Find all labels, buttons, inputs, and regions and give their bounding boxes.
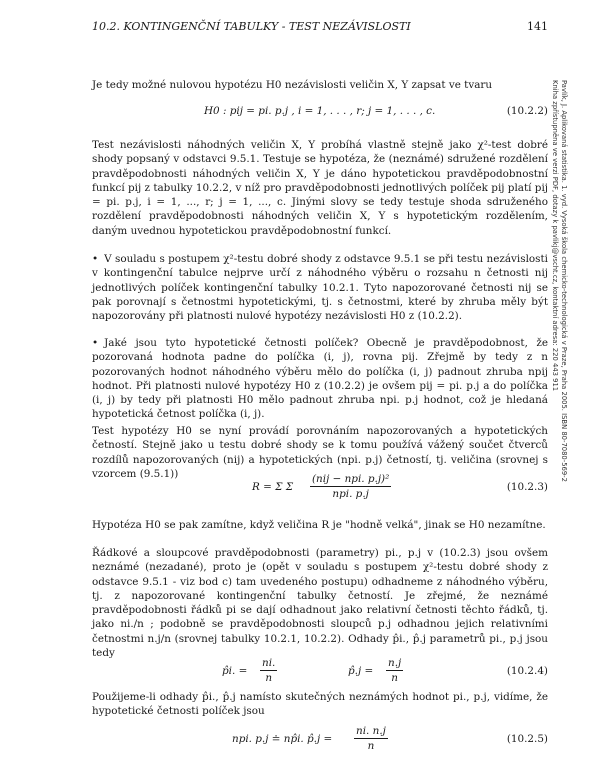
fraction-numerator: n.j bbox=[386, 656, 403, 671]
fraction-numerator: (nij − npi. p.j)² bbox=[310, 472, 391, 487]
equation-fraction bbox=[354, 724, 388, 754]
header-title: 10.2. KONTINGENČNÍ TABULKY - TEST NEZÁVISLOSTI bbox=[92, 20, 411, 33]
fraction-numerator: ni. n.j bbox=[354, 724, 388, 739]
equation-number: (10.2.2) bbox=[506, 105, 548, 117]
equation-lhs-2: p̂.j = bbox=[348, 665, 374, 677]
equation-lhs: npi. p.j ≐ np̂i. p̂.j = bbox=[232, 733, 333, 745]
paragraph-intro: Je tedy možné nulovou hypotézu H0 nezávislosti veličin X, Y zapsat ve tvaru bbox=[92, 79, 493, 91]
equation-lhs-1: p̂i. = bbox=[222, 665, 248, 677]
equation-10-2-3 bbox=[92, 470, 548, 510]
fraction-denominator: n bbox=[367, 740, 375, 753]
equation-10-2-4 bbox=[92, 654, 548, 688]
equation-formula: H0 : pij = pi. p.j , i = 1, . . . , r; j = 1, . . . , c. bbox=[204, 105, 436, 117]
fraction-numerator: ni. bbox=[260, 656, 277, 671]
equation-10-2-5 bbox=[92, 722, 548, 756]
side-note-line-1: Pavlík, J. Aplikovaná statistika. 1. vyd. Vysoká škola chemicko-technologická v Praze, Praha 2005. ISBN 80-7080-569-2 bbox=[560, 80, 568, 482]
fraction-denominator: n bbox=[265, 672, 273, 685]
paragraph-bullet-counts: • V souladu s postupem χ²-testu dobré shody z odstavce 9.5.1 se při testu nezávislosti v kontingenční tabulce nejprve určí z náhodného výběru o rozsahu n četnosti nij jednotlivých políček kontingenční tabulky 10.2.1. Tyto napozorované četnosti nij se pak porovnají s četnostmi hypotetickými, tj. s četnostmi, které by zhruba měly být napozorovány při platnosti nulové hypotézy nezávislosti H0 z (10.2.2). bbox=[92, 252, 548, 323]
equation-number: (10.2.5) bbox=[506, 733, 548, 745]
equation-fraction bbox=[310, 472, 391, 502]
equation-fraction-2 bbox=[386, 656, 403, 686]
paragraph-estimates: Řádkové a sloupcové pravděpodobnosti (parametry) pi., p.j v (10.2.3) jsou ovšem neznámé (nezadané), proto je (opět v souladu s postupem χ²-testu dobré shody z odstavce 9.5.1 - viz bod c) tam uvedeného postupu) odhadneme z náhodného výběru, tj. z napozorované kontingenční tabulky četností. Je zřejmé, že neznámé pravděpodobnosti řádků pi se dají odhadnout jako relativní četnosti těchto řádků, tj. jako ni./n ; podobně se pravděpodobnosti sloupců p.j odhadnou jejich relativními četnostmi n.j/n (srovnej tabulky 10.2.1, 10.2.2). Odhady p̂i., p̂.j parametrů pi., p.j jsou tedy bbox=[92, 547, 548, 660]
paragraph-rejection: Hypotéza H0 se pak zamítne, když veličina R je "hodně velká", jinak se H0 nezamítne. bbox=[92, 519, 546, 531]
paragraph-test-statistic: Test hypotézy H0 se nyní provádí porovnáním napozorovaných a hypotetických četností. Stejně jako u testu dobré shody se k tomu používá vážený součet čtverců rozdílů napozorovaných (nij) a hypotetických (npi. p.j) četností, tj. veličina (srovnej s vzorcem (9.5.1)) bbox=[92, 425, 548, 480]
equation-number: (10.2.3) bbox=[506, 481, 548, 493]
side-note bbox=[550, 80, 568, 500]
fraction-denominator: npi. p.j bbox=[332, 488, 369, 501]
paragraph-hypothetical-counts: Použijeme-li odhady p̂i., p̂.j namísto skutečných neznámých hodnot pi., p.j, vidíme, že hypotetické četnosti políček jsou bbox=[92, 691, 548, 718]
fraction-denominator: n bbox=[391, 672, 398, 685]
paragraph-bullet-hypothetical: • Jaké jsou tyto hypotetické četnosti políček? Obecně je pravděpodobnost, že pozorovaná hodnota padne do políčka (i, j), rovna pij. Zřejmě by tedy z n pozorovaných hodnot náhodného výběru mělo do políčka (i, j) padnout zhruba npij hodnot. Při platnosti nulové hypotézy H0 z (10.2.2) je ovšem pij = pi. p.j a do políčka (i, j) by tedy při platnosti H0 mělo padnout zhruba npi. p.j hodnot, což je hledaná hypotetická četnost políčka (i, j). bbox=[92, 336, 548, 422]
equation-number: (10.2.4) bbox=[506, 665, 548, 677]
side-note-line-2: Kniha zpřístupněna ve verzi PDF, dotazy k pavlikj@vscht.cz, kontaktní adresa: 220 443 911 bbox=[551, 80, 559, 392]
page-number: 141 bbox=[527, 20, 548, 33]
equation-lhs: R = Σ Σ bbox=[252, 481, 294, 493]
equation-10-2-2 bbox=[92, 104, 548, 120]
equation-fraction-1 bbox=[260, 656, 277, 686]
paragraph-test-description: Test nezávislosti náhodných veličin X, Y probíhá vlastně stejně jako χ²-test dobré shody popsaný v odstavci 9.5.1. Testuje se hypotéza, že (neznámé) sdružené rozdělení pravděpodobnosti náhodných veličin X, Y je dáno hypotetickou pravděpodobnostní funkcí pij z tabulky 10.2.2, v níž pro pravděpodobnosti jednotlivých políček pij platí pij = pi. p.j, i = 1, ..., r; j = 1, ..., c. Jinými slovy se tedy testuje shoda sdruženého rozdělení pravděpodobnosti náhodných veličin X, Y s hypotetickým rozdělením, daným uvednou hypotetickou pravděpodobnostní funkcí. bbox=[92, 139, 548, 237]
running-header bbox=[92, 20, 548, 34]
